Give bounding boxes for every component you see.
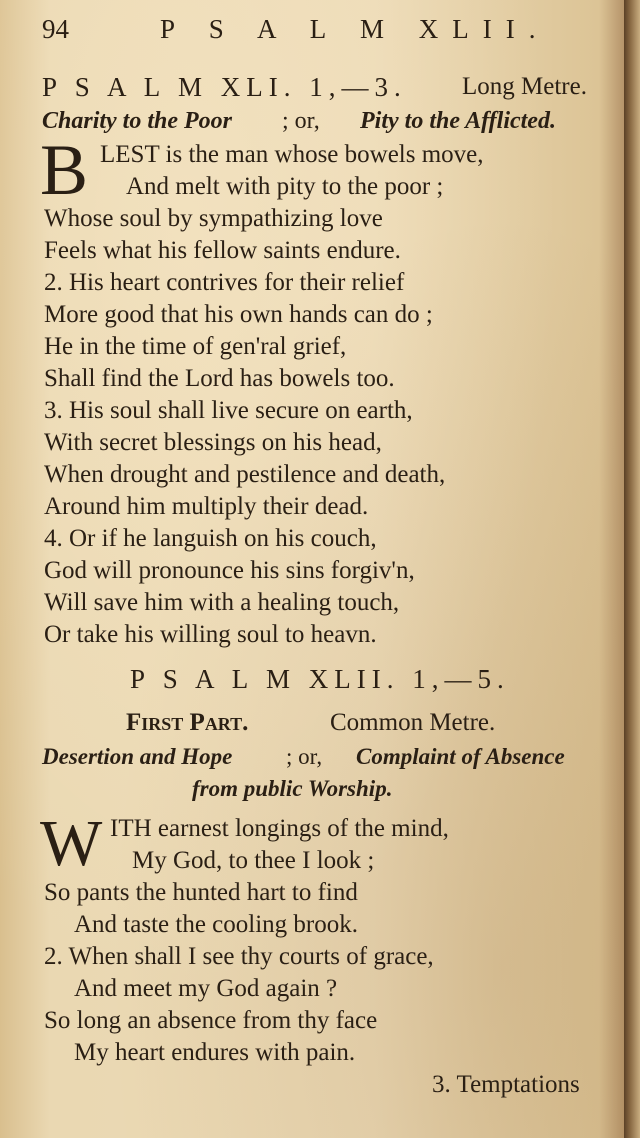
psalm41-subtitle-b: Pity to the Afflicted. <box>360 108 556 134</box>
running-title: P S A L M XLII. <box>160 14 550 44</box>
verse-line: Whose soul by sympathizing love <box>44 205 383 232</box>
verse-line: Will save him with a healing touch, <box>44 589 400 616</box>
verse-line: God will pronounce his sins forgiv'n, <box>44 557 415 584</box>
verse-line: 2. When shall I see thy courts of grace, <box>44 943 434 970</box>
psalm42-subtitle-a: Desertion and Hope <box>42 744 233 769</box>
psalm41-subtitle-sep: ; or, <box>282 108 320 134</box>
verse-line: LEST is the man whose bowels move, <box>100 141 484 168</box>
verse-line: Feels what his fellow saints endure. <box>44 237 401 264</box>
verse-line: 3. His soul shall live secure on earth, <box>44 397 413 424</box>
psalm42-drop-cap: W <box>40 807 103 880</box>
psalm42-subtitle-sep: ; or, <box>286 744 323 769</box>
verse-line: And meet my God again ? <box>74 975 338 1002</box>
verse-line: He in the time of gen'ral grief, <box>44 333 347 360</box>
verse-line: Or take his willing soul to heavn. <box>44 621 377 648</box>
verse-line: When drought and pestilence and death, <box>44 461 446 488</box>
verse-line: My God, to thee I look ; <box>132 847 375 874</box>
verse-line: ITH earnest longings of the mind, <box>110 815 449 842</box>
psalm41-drop-cap: B <box>40 130 89 210</box>
psalm41-subtitle-a: Charity to the Poor <box>42 108 233 134</box>
catchword: 3. Temptations <box>432 1071 580 1098</box>
verse-line: Around him multiply their dead. <box>44 493 369 520</box>
psalm42-metre: Common Metre. <box>330 709 496 736</box>
verse-line: Shall find the Lord has bowels too. <box>44 365 395 392</box>
page-number: 94 <box>42 14 69 44</box>
verse-line: And taste the cooling brook. <box>74 911 358 938</box>
psalm42-heading: P S A L M XLII. 1,—5. <box>130 664 510 694</box>
verse-line: My heart endures with pain. <box>74 1039 356 1066</box>
verse-line: More good that his own hands can do ; <box>44 301 433 328</box>
psalm41-metre: Long Metre. <box>462 73 587 100</box>
book-gutter <box>624 0 640 1138</box>
psalm41-heading: P S A L M XLI. 1,—3. <box>42 72 407 102</box>
psalm42-part: First Part. <box>126 709 249 736</box>
verse-line: 2. His heart contrives for their relief <box>44 269 405 296</box>
verse-line: So pants the hunted hart to find <box>44 879 358 906</box>
psalm42-subtitle-c: from public Worship. <box>192 776 393 801</box>
psalm42-subtitle-b: Complaint of Absence <box>356 744 565 769</box>
verse-line: 4. Or if he languish on his couch, <box>44 525 377 552</box>
verse-line: So long an absence from thy face <box>44 1007 378 1034</box>
verse-line: And melt with pity to the poor ; <box>126 173 444 200</box>
verse-line: With secret blessings on his head, <box>44 429 382 456</box>
